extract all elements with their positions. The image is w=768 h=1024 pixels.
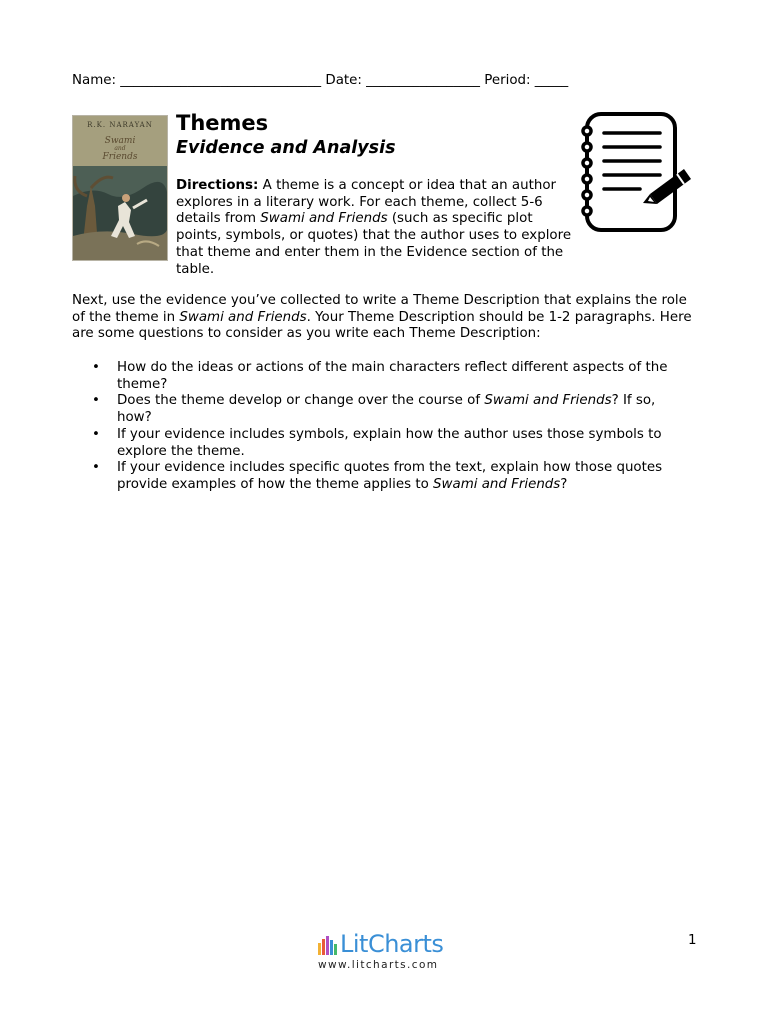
question-list (72, 360, 692, 494)
paragraph2-part2: . Your Theme Description should be 1-2 paragraphs. Here are some questions to consider as you write each Theme Description: (72, 309, 692, 342)
list-item (72, 360, 692, 393)
cover-title (73, 136, 167, 162)
question-text: How do the ideas or actions of the main characters reflect different aspects of the theme? (117, 360, 668, 392)
paragraph2-part1: Next, use the evidence you’ve collected to write a Theme Description that explains the role of the theme in (72, 293, 687, 325)
question-book-title: Swami and Friends (433, 476, 561, 492)
logo-url[interactable]: www.litcharts.com (318, 959, 439, 971)
logo-wordmark: LitCharts (340, 930, 444, 958)
cover-author: R.K. NARAYAN (87, 121, 153, 129)
directions-book-title: Swami and Friends (260, 211, 388, 227)
question-part2: ? (560, 476, 568, 492)
period-field-label[interactable]: Period: _____ (480, 73, 569, 88)
paragraph2-book-title: Swami and Friends (179, 309, 307, 325)
notebook-pencil-icon (580, 111, 694, 233)
cover-title-line1: Swami (104, 136, 136, 146)
page-subtitle: Evidence and Analysis (176, 138, 396, 158)
directions-part2: (such as specific plot points, symbols, or quotes) that the author uses to explore that theme and enter them in the Evidence section of the table. (176, 211, 572, 277)
cover-title-line2: and (114, 145, 126, 152)
litcharts-logo[interactable] (318, 930, 454, 974)
directions-part1: A theme is a concept or idea that an author explores in a literary work. For each theme, collect 5-6 details from (176, 178, 557, 227)
question-book-title: Swami and Friends (484, 393, 612, 409)
cover-title-line3: Friends (102, 152, 138, 162)
directions-lead: Directions: (176, 178, 259, 193)
student-info-line (72, 72, 568, 90)
theme-description-paragraph (72, 293, 696, 343)
litcharts-bars-icon (318, 935, 338, 955)
list-item (72, 427, 692, 460)
directions-body (72, 178, 572, 278)
question-part1: If your evidence includes specific quotes from the text, explain how those quotes provide examples of how the theme applies to (117, 460, 663, 492)
directions-paragraph (72, 178, 572, 278)
name-field-label[interactable]: Name: ______________________________ (72, 73, 322, 88)
date-field-label[interactable]: Date: _________________ (321, 73, 480, 88)
question-text: If your evidence includes symbols, explain how the author uses those symbols to explore the theme. (117, 426, 662, 459)
question-part1: Does the theme develop or change over the course of (117, 393, 485, 409)
page-title: Themes (176, 111, 269, 135)
page-number: 1 (688, 933, 697, 948)
list-item (72, 460, 692, 493)
list-item (72, 393, 692, 426)
question-part2: ? If so, how? (117, 393, 656, 426)
